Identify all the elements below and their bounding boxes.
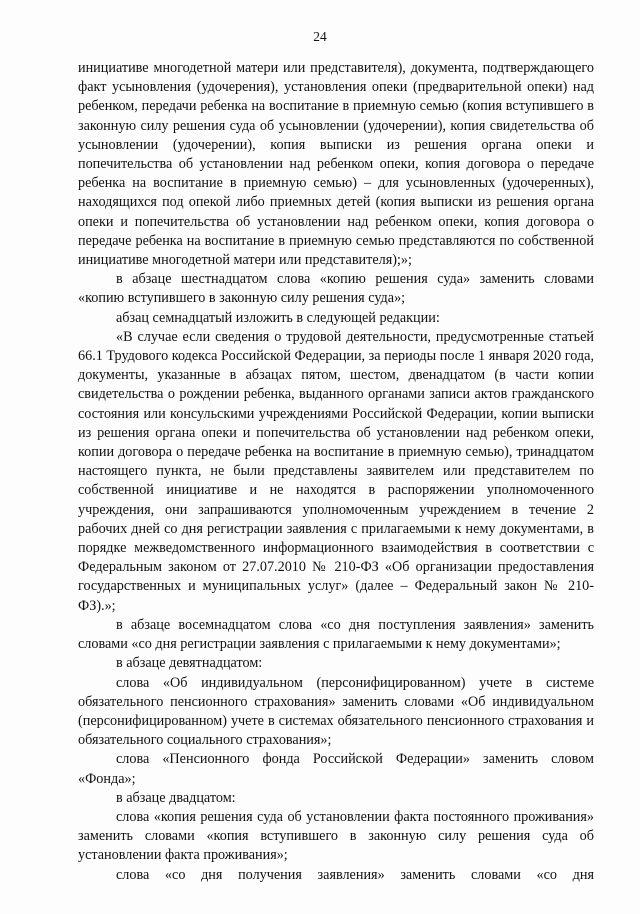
paragraph: слова «Об индивидуальном (персонифицированном) учете в системе обязательного пенсионного страхования» заменить словами «Об индивидуальном (персонифицированном) учете в системах обязательного пенсионного страхования и обязательного социального страхования»; [78,674,594,749]
paragraph: в абзаце шестнадцатом слова «копию решения суда» заменить словами «копию вступившего в законную силу решения суда»; [78,271,594,307]
document-body [78,59,594,885]
paragraph: в абзаце восемнадцатом слова «со дня поступления заявления» заменить словами «со дня регистрации заявления с прилагаемыми к нему документами»; [78,616,594,653]
page-number: 24 [313,29,327,44]
paragraph: «В случае если сведения о трудовой деятельности, предусмотренные статьей 66.1 Трудового кодекса Российской Федерации, за периоды после 1 января 2020 года, документы, указанные в абзацах пятом, шестом, двенадцатом (в части копии свидетельства о рождении ребенка, выданного органами записи актов гражданского состояния или консульскими учреждениями Российской Федерации, копии выписки из решения органа опеки и попечительства об установлении над ребенком опеки, копии договора о передаче ребенка на воспитание в приемную семью), тринадцатом настоящего пункта, не были представлены заявителем или представителем по собственной инициативе и не находятся в распоряжении уполномоченного учреждения, они запрашиваются уполномоченным учреждением в течение 2 рабочих дней со дня регистрации заявления с прилагаемыми к нему документами, в порядке межведомственного информационного взаимодействия в соответствии с Федеральным законом от 27.07.2010 № 210-ФЗ «Об организации предоставления государственных и муниципальных услуг» (далее – Федеральный закон № 210-ФЗ).»; [78,328,594,614]
paragraph: в абзаце двадцатом: [116,789,236,806]
paragraph-truncated: слова «со дня получения заявления» заменить словами «со дня [116,866,594,883]
paragraph: в абзаце девятнадцатом: [116,655,263,672]
paragraph: слова «копия решения суда об установлении факта постоянного проживания» заменить словами «копия вступившего в законную силу решения суда об установлении факта проживания»; [78,808,594,864]
paragraph: слова «Пенсионного фонда Российской Федерации» заменить словом «Фонда»; [78,751,594,787]
paragraph: абзац семнадцатый изложить в следующей редакции: [116,309,440,326]
paragraph-continuation: инициативе многодетной матери или представителя), документа, подтверждающего факт усыновления (удочерения), установления опеки (предварительной опеки) над ребенком, передачи ребенка на воспитание в приемную семью (копия вступившего в законную силу решения суда об усыновлении (удочерении), копия свидетельства об усыновлении (удочерении), копия выписки из решения органа опеки и попечительства об установлении над ребенком опеки, копия договора о передаче ребенка на воспитание в приемную семью) – для усыновленных (удочеренных), находящихся под опекой либо приемных детей (копия выписки из решения органа опеки и попечительства об установлении над ребенком опеки, копия договора о передаче ребенка на воспитание в приемную семью представляются по собственной инициативе многодетной матери или представителя);»; [78,60,594,269]
